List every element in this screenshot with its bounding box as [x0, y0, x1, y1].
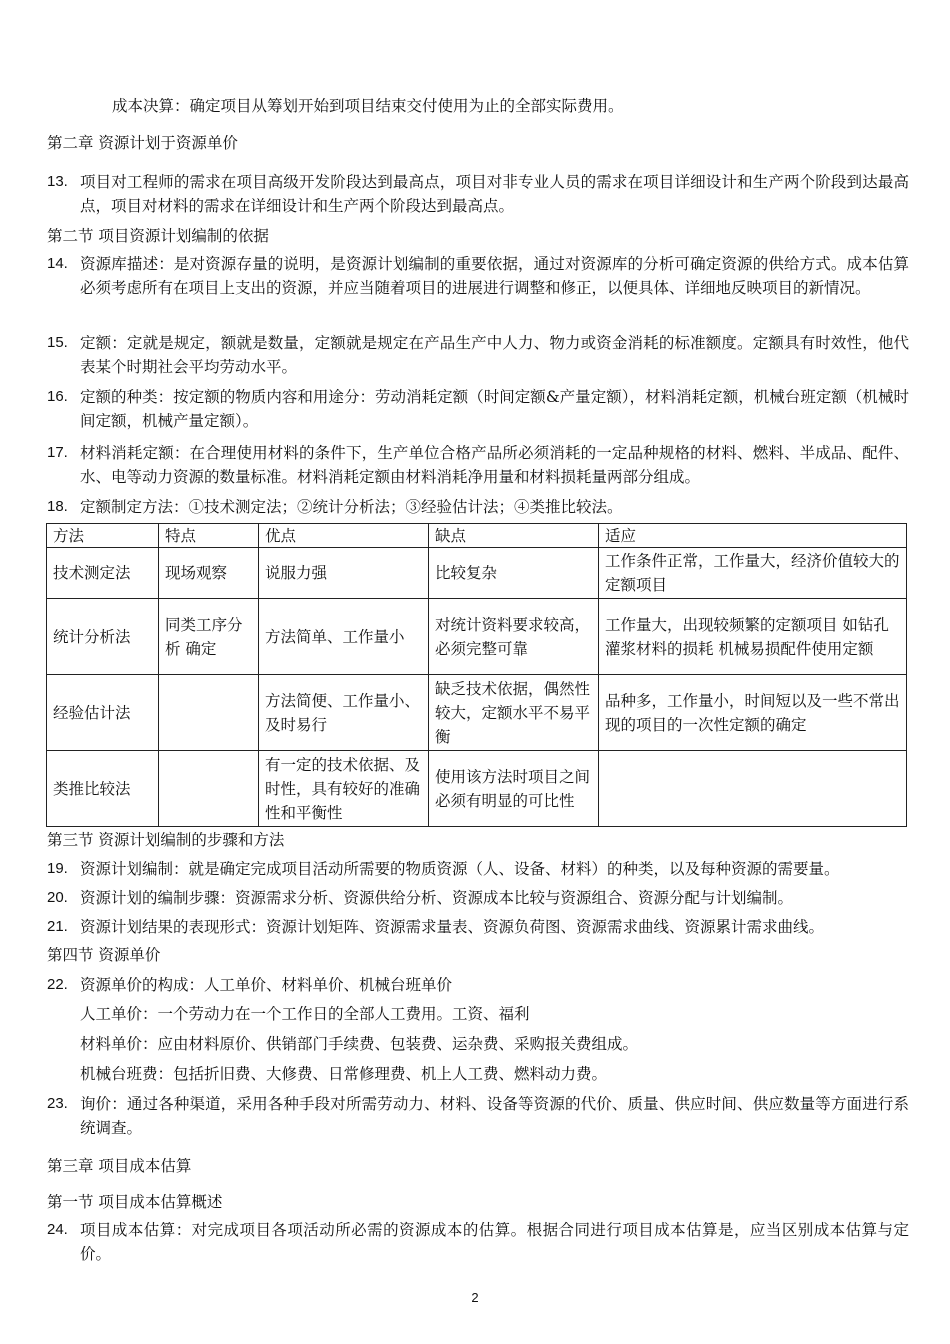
table-cell: 经验估计法 [47, 675, 159, 751]
list-item-23 [47, 1092, 909, 1140]
table-cell: 比较复杂 [429, 548, 599, 599]
table-header-cell: 方法 [47, 524, 159, 548]
list-item-13 [47, 170, 909, 218]
item-number: 14. [47, 255, 68, 272]
table-cell: 工作量大，出现较频繁的定额项目 如钻孔灌浆材料的损耗 机械易损配件使用定额 [599, 599, 907, 675]
table-cell: 缺乏技术依据，偶然性较大，定额水平不易平衡 [429, 675, 599, 751]
table-cell: 技术测定法 [47, 548, 159, 599]
table-cell: 对统计资料要求较高，必须完整可靠 [429, 599, 599, 675]
table-header-cell: 优点 [259, 524, 429, 548]
table-cell: 同类工序分析 确定 [159, 599, 259, 675]
table-cell: 类推比较法 [47, 751, 159, 827]
item-text: 资源单价的构成：人工单价、材料单价、机械台班单价 [80, 976, 453, 994]
table-row [47, 548, 907, 599]
item-text: 项目成本估算：对完成项目各项活动所必需的资源成本的估算。根据合同进行项目成本估算是，应当区别成本估算与定价。 [80, 1221, 909, 1263]
table-cell: 品种多，工作量小，时间短以及一些不常出现的项目的一次性定额的确定 [599, 675, 907, 751]
item-number: 22. [47, 976, 68, 993]
table-cell: 使用该方法时项目之间必须有明显的可比性 [429, 751, 599, 827]
item-number: 19. [47, 860, 68, 877]
table-cell: 方法简便、工作量小、及时易行 [259, 675, 429, 751]
table-cell: 说服力强 [259, 548, 429, 599]
table-cell [159, 751, 259, 827]
list-item-14 [47, 252, 909, 300]
machine-shift-cost-line: 机械台班费：包括折旧费、大修费、日常修理费、机上人工费、燃料动力费。 [80, 1065, 608, 1083]
table-header-cell: 缺点 [429, 524, 599, 548]
item-text: 项目对工程师的需求在项目高级开发阶段达到最高点，项目对非专业人员的需求在项目详细设计和生产两个阶段到达最高点，项目对材料的需求在详细设计和生产两个阶段达到最高点。 [80, 173, 909, 215]
item-text: 资源计划结果的表现形式：资源计划矩阵、资源需求量表、资源负荷图、资源需求曲线、资源累计需求曲线。 [80, 918, 825, 936]
table-cell: 现场观察 [159, 548, 259, 599]
section-1-heading: 第一节 项目成本估算概述 [47, 1193, 223, 1211]
chapter-3-heading: 第三章 项目成本估算 [47, 1157, 192, 1175]
item-number: 15. [47, 334, 68, 351]
intro-paragraph: 成本决算：确定项目从筹划开始到项目结束交付使用为止的全部实际费用。 [112, 97, 624, 115]
item-text: 定额的种类：按定额的物质内容和用途分：劳动消耗定额（时间定额&产量定额），材料消耗定额，机械台班定额（机械时间定额，机械产量定额）。 [80, 388, 909, 430]
section-4-heading: 第四节 资源单价 [47, 946, 161, 964]
table-cell [159, 675, 259, 751]
item-number: 17. [47, 444, 68, 461]
table-cell: 统计分析法 [47, 599, 159, 675]
list-item-20 [47, 886, 909, 910]
item-number: 21. [47, 918, 68, 935]
list-item-19 [47, 857, 909, 881]
table-row [47, 751, 907, 827]
item-text: 资源计划的编制步骤：资源需求分析、资源供给分析、资源成本比较与资源组合、资源分配与计划编制。 [80, 889, 794, 907]
material-unit-price-line: 材料单价：应由材料原价、供销部门手续费、包装费、运杂费、采购报关费组成。 [80, 1035, 639, 1053]
item-number: 16. [47, 388, 68, 405]
item-text: 资源计划编制：就是确定完成项目活动所需要的物质资源（人、设备、材料）的种类，以及每种资源的需要量。 [80, 860, 840, 878]
page-number: 2 [471, 1290, 479, 1305]
list-item-24 [47, 1218, 909, 1266]
list-item-15 [47, 331, 909, 379]
item-number: 18. [47, 498, 68, 515]
list-item-21 [47, 915, 909, 939]
chapter-2-heading: 第二章 资源计划于资源单价 [47, 134, 238, 152]
list-item-17 [47, 441, 909, 489]
table-cell [599, 751, 907, 827]
section-3-heading: 第三节 资源计划编制的步骤和方法 [47, 831, 285, 849]
table-row [47, 599, 907, 675]
item-number: 13. [47, 173, 68, 190]
table-header-cell: 特点 [159, 524, 259, 548]
labor-unit-price-line: 人工单价：一个劳动力在一个工作日的全部人工费用。工资、福利 [80, 1005, 530, 1023]
section-2-heading: 第二节 项目资源计划编制的依据 [47, 227, 269, 245]
list-item-18 [47, 495, 909, 519]
item-text: 询价：通过各种渠道，采用各种手段对所需劳动力、材料、设备等资源的代价、质量、供应时间、供应数量等方面进行系统调查。 [80, 1095, 909, 1137]
table-cell: 工作条件正常，工作量大，经济价值较大的定额项目 [599, 548, 907, 599]
table-header-cell: 适应 [599, 524, 907, 548]
list-item-16 [47, 385, 909, 433]
list-item-22 [47, 973, 909, 997]
item-number: 20. [47, 889, 68, 906]
item-text: 定额：定就是规定，额就是数量，定额就是规定在产品生产中人力、物力或资金消耗的标准额度。定额具有时效性，他代表某个时期社会平均劳动水平。 [80, 334, 909, 376]
item-number: 24. [47, 1221, 68, 1238]
item-number: 23. [47, 1095, 68, 1112]
table-header-row [47, 524, 907, 548]
item-text: 材料消耗定额：在合理使用材料的条件下，生产单位合格产品所必须消耗的一定品种规格的材料、燃料、半成品、配件、水、电等动力资源的数量标准。材料消耗定额由材料消耗净用量和材料损耗量两部分组成。 [80, 444, 909, 486]
item-text: 资源库描述：是对资源存量的说明，是资源计划编制的重要依据，通过对资源库的分析可确定资源的供给方式。成本估算必须考虑所有在项目上支出的资源，并应当随着项目的进展进行调整和修正，以便具体、详细地反映项目的新情况。 [80, 255, 909, 297]
table-row [47, 675, 907, 751]
table-cell: 有一定的技术依据、及时性，具有较好的准确性和平衡性 [259, 751, 429, 827]
item-text: 定额制定方法：①技术测定法；②统计分析法；③经验估计法；④类推比较法。 [80, 498, 623, 516]
table-cell: 方法简单、工作量小 [259, 599, 429, 675]
quota-methods-table [46, 523, 907, 827]
